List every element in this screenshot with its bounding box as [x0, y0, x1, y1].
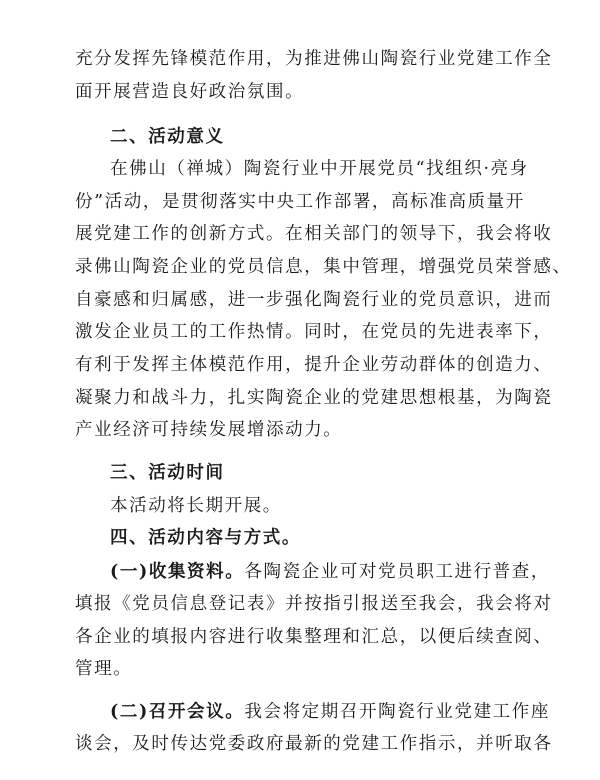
paragraph-line: 凝聚力和战斗力，扎实陶瓷企业的党建思想根基，为陶瓷 — [75, 388, 553, 408]
section-heading-significance: 二、活动意义 — [110, 127, 225, 147]
paragraph-line: 产业经济可持续发展增添动力。 — [75, 420, 343, 440]
item-meeting-text: 我会将定期召开陶瓷行业党建工作座 — [244, 702, 550, 722]
paragraph-line: 本活动将长期开展。 — [110, 496, 282, 516]
section-heading-time: 三、活动时间 — [110, 463, 225, 483]
paragraph-line: 管理。 — [75, 659, 133, 679]
intro-line-1: 充分发挥先锋模范作用，为推进佛山陶瓷行业党建工作全 — [75, 49, 553, 69]
paragraph-line: 在佛山（禅城）陶瓷行业中开展党员“找组织·亮身 — [110, 159, 529, 179]
paragraph-line: 自豪感和归属感，进一步强化陶瓷行业的党员意识，进而 — [75, 290, 553, 310]
paragraph-line: 有利于发挥主体模范作用，提升企业劳动群体的创造力、 — [75, 355, 553, 375]
section-heading-content: 四、活动内容与方式。 — [110, 528, 301, 548]
item-meeting-first-line — [110, 700, 550, 724]
item-meeting-label: (二)召开会议。 — [110, 702, 245, 722]
paragraph-line: 填报《党员信息登记表》并按指引报送至我会，我会将对 — [75, 594, 553, 614]
item-collect-label: (一)收集资料。 — [110, 562, 245, 582]
item-collect-first-line — [110, 560, 550, 584]
paragraph-line: 录佛山陶瓷企业的党员信息，集中管理，增强党员荣誉感、 — [75, 257, 572, 277]
paragraph-line: 份”活动，是贯彻落实中央工作部署，高标准高质量开 — [75, 192, 525, 212]
paragraph-line: 各企业的填报内容进行收集整理和汇总，以便后续查阅、 — [75, 627, 553, 647]
paragraph-line: 谈会，及时传达党委政府最新的党建工作指示，并听取各 — [75, 734, 553, 754]
item-collect-text: 各陶瓷企业可对党员职工进行普查， — [244, 562, 550, 582]
intro-line-2: 面开展营造良好政治氛围。 — [75, 82, 305, 102]
paragraph-line: 激发企业员工的工作热情。同时，在党员的先进表率下， — [75, 322, 553, 342]
paragraph-line: 展党建工作的创新方式。在相关部门的领导下，我会将收 — [75, 224, 553, 244]
